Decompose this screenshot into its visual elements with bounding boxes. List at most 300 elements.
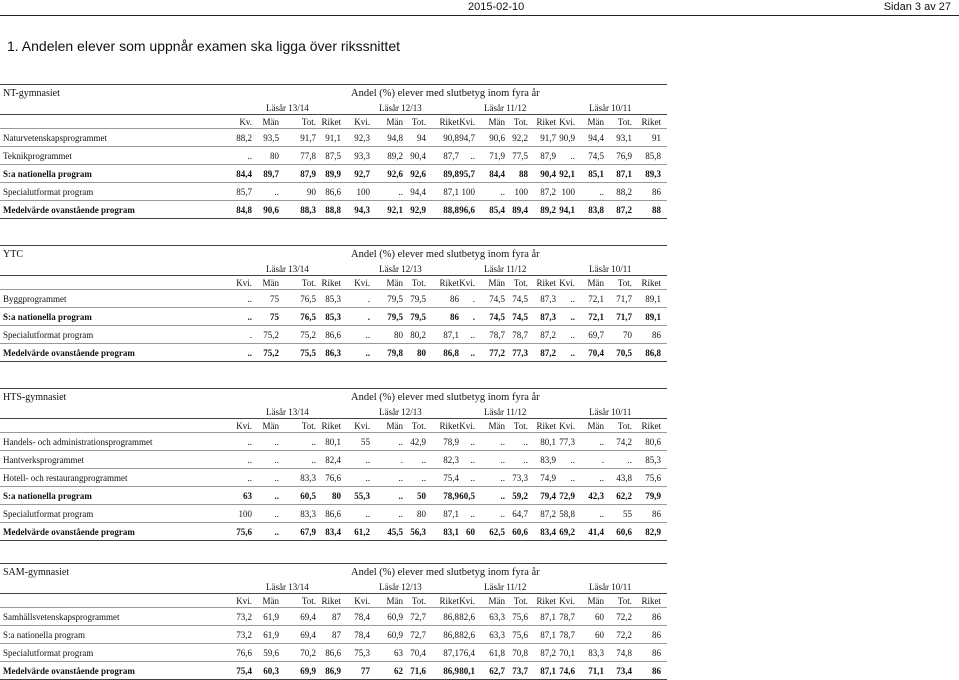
table-cell: ..	[398, 437, 403, 447]
year-label: Läsår 12/13	[379, 264, 422, 274]
table-cell: 74,8	[616, 648, 632, 658]
table-cell: 61,9	[263, 612, 279, 622]
table-cell: ..	[247, 312, 252, 322]
table-cell: 86,6	[325, 648, 341, 658]
table-cell: ..	[274, 527, 279, 537]
table-cell: 70,5	[616, 348, 632, 358]
table-cell: 69,9	[300, 666, 316, 676]
table-cell: ..	[470, 509, 475, 519]
table-row	[0, 625, 667, 643]
page-title: 1. Andelen elever som uppnår examen ska ligga över rikssnittet	[7, 38, 400, 54]
table-cell: 87,1	[616, 169, 632, 179]
column-header: Kvi.	[354, 421, 370, 431]
table-cell: 60,9	[387, 630, 403, 640]
column-header: Riket	[536, 421, 556, 431]
table-cell: ..	[500, 509, 505, 519]
table-cell: 45,5	[387, 527, 403, 537]
table-cell: .	[249, 330, 252, 340]
table-cell: ..	[627, 455, 632, 465]
table-cell: 75,6	[512, 612, 528, 622]
table-cell: 86	[652, 330, 661, 340]
table-cell: 78,7	[489, 330, 505, 340]
table-cell: 85,8	[645, 151, 661, 161]
table-cell: 94,1	[559, 205, 575, 215]
table-cell: 73,3	[512, 473, 528, 483]
table-cell: 78,9	[443, 491, 459, 501]
table-cell: 80	[270, 151, 279, 161]
year-header-row	[0, 262, 667, 275]
table-cell: 86,9	[443, 666, 459, 676]
table-cell: 80,1	[540, 437, 556, 447]
column-header: Tot.	[301, 278, 316, 288]
table-cell: ..	[365, 455, 370, 465]
table-cell: 77,3	[559, 437, 575, 447]
table-cell: ..	[247, 294, 252, 304]
table-cell: 83,3	[588, 648, 604, 658]
table-cell: 75	[270, 294, 279, 304]
table-cell: ..	[274, 187, 279, 197]
row-label: Hantverksprogrammet	[3, 455, 84, 465]
table-cell: 75,2	[300, 330, 316, 340]
table-cell: 74,5	[489, 294, 505, 304]
table-cell: 76,4	[459, 648, 475, 658]
table-cell: 72,2	[616, 612, 632, 622]
table-cell: 70,4	[410, 648, 426, 658]
column-header: Kvi.	[354, 278, 370, 288]
table-cell: 60	[595, 630, 604, 640]
table-cell: 71,1	[588, 666, 604, 676]
table-cell: 86,9	[325, 666, 341, 676]
section-header	[0, 388, 667, 405]
table-cell: 92,9	[410, 205, 426, 215]
table-cell: 87,1	[443, 648, 459, 658]
year-label: Läsår 11/12	[484, 103, 527, 113]
table-cell: 89,3	[645, 169, 661, 179]
column-header: Riket	[321, 421, 341, 431]
table-row	[0, 522, 667, 541]
table-cell: ..	[470, 473, 475, 483]
column-header: Tot.	[513, 596, 528, 606]
column-header: Tot.	[513, 117, 528, 127]
table-cell: 75,6	[645, 473, 661, 483]
table-cell: 87,7	[443, 151, 459, 161]
row-label: Specialutformat program	[3, 509, 94, 519]
table-cell: 70,4	[588, 348, 604, 358]
table-row	[0, 325, 667, 343]
table-cell: .	[472, 312, 475, 322]
table-cell: 95,7	[459, 169, 475, 179]
table-cell: 89,7	[263, 169, 279, 179]
table-cell: 91,1	[325, 133, 341, 143]
table-cell: 83,8	[588, 205, 604, 215]
table-cell: 79,8	[387, 348, 403, 358]
column-header: Kvi.	[459, 117, 475, 127]
table-cell: ..	[599, 473, 604, 483]
column-header: Män	[488, 117, 505, 127]
year-label: Läsår 11/12	[484, 582, 527, 592]
row-label: Specialutformat program	[3, 330, 94, 340]
table-cell: 92,1	[559, 169, 575, 179]
table-cell: 67,9	[300, 527, 316, 537]
table-cell: 80	[332, 491, 341, 501]
table-cell: 87,1	[443, 330, 459, 340]
table-cell: 94,4	[410, 187, 426, 197]
column-header: Kvi.	[236, 596, 252, 606]
column-header: Riket	[641, 421, 661, 431]
table-cell: 84,8	[236, 205, 252, 215]
table-cell: 87,3	[540, 294, 556, 304]
header-date: 2015-02-10	[468, 1, 525, 13]
table-cell: 72,2	[616, 630, 632, 640]
column-header: Tot.	[301, 117, 316, 127]
table-cell: 88,3	[300, 205, 316, 215]
section-heading: Andel (%) elever med slutbetyg inom fyra år	[351, 392, 540, 403]
table-cell: 94,4	[588, 133, 604, 143]
column-header: Tot.	[513, 278, 528, 288]
table-cell: 87,2	[540, 330, 556, 340]
table-cell: 74,5	[512, 312, 528, 322]
table-cell: 83,4	[325, 527, 341, 537]
row-label: Naturvetenskapsprogrammet	[3, 133, 107, 143]
table-cell: ..	[421, 473, 426, 483]
column-header: Tot.	[411, 421, 426, 431]
table-cell: 90,6	[263, 205, 279, 215]
table-cell: 75,4	[236, 666, 252, 676]
table-cell: 72,1	[588, 294, 604, 304]
table-cell: ..	[365, 509, 370, 519]
column-header: Män	[587, 278, 604, 288]
table-cell: 86	[652, 187, 661, 197]
column-header: Kvi.	[236, 421, 252, 431]
table-cell: ..	[274, 491, 279, 501]
table-cell: ..	[421, 455, 426, 465]
table-cell: 86	[450, 294, 459, 304]
table-row	[0, 307, 667, 325]
row-label: Specialutformat program	[3, 648, 94, 658]
table-cell: 88,2	[236, 133, 252, 143]
row-label: Samhällsvetenskapsprogrammet	[3, 612, 120, 622]
table-cell: 75,2	[263, 330, 279, 340]
table-cell: 79,9	[645, 491, 661, 501]
table-cell: 77	[361, 666, 370, 676]
section-heading: Andel (%) elever med slutbetyg inom fyra år	[351, 567, 540, 578]
table-cell: ..	[470, 348, 475, 358]
year-label: Läsår 13/14	[266, 103, 309, 113]
table-row	[0, 432, 667, 450]
table-cell: 55,3	[354, 491, 370, 501]
column-header: Riket	[641, 117, 661, 127]
table-cell: 79,5	[387, 312, 403, 322]
year-header-row	[0, 580, 667, 593]
table-cell: 82,6	[459, 630, 475, 640]
table-cell: ..	[398, 491, 403, 501]
table-cell: ..	[570, 330, 575, 340]
table-cell: 90	[307, 187, 316, 197]
column-header: Kvi.	[459, 278, 475, 288]
table-cell: 76,6	[325, 473, 341, 483]
table-cell: 74,5	[489, 312, 505, 322]
table-cell: 60	[466, 527, 475, 537]
table-cell: .	[472, 294, 475, 304]
column-header-row	[0, 275, 667, 289]
column-header: Män	[587, 421, 604, 431]
table-cell: ..	[247, 348, 252, 358]
year-label: Läsår 11/12	[484, 264, 527, 274]
table-cell: 72,7	[410, 612, 426, 622]
table-cell: 83,1	[443, 527, 459, 537]
table-cell: ..	[398, 509, 403, 519]
table-cell: 92,1	[387, 205, 403, 215]
column-header-row	[0, 114, 667, 128]
table-cell: 79,5	[410, 312, 426, 322]
column-header: Riket	[641, 596, 661, 606]
table-cell: 61,8	[489, 648, 505, 658]
column-header: Kvi.	[559, 278, 575, 288]
column-header: Tot.	[617, 596, 632, 606]
table-cell: .	[601, 455, 604, 465]
table-cell: 76,9	[616, 151, 632, 161]
column-header: Kvi.	[459, 421, 475, 431]
table-cell: 92,6	[387, 169, 403, 179]
table-cell: 86	[652, 630, 661, 640]
table-cell: 93,5	[263, 133, 279, 143]
table-cell: 87,1	[443, 509, 459, 519]
table-cell: ..	[274, 509, 279, 519]
table-cell: ..	[570, 312, 575, 322]
column-header: Kvi.	[559, 117, 575, 127]
table-cell: 100	[238, 509, 252, 519]
section-heading: Andel (%) elever med slutbetyg inom fyra år	[351, 88, 540, 99]
column-header: Riket	[321, 117, 341, 127]
table-cell: 86,8	[443, 630, 459, 640]
column-header: Riket	[536, 117, 556, 127]
table-cell: 100	[356, 187, 370, 197]
table-cell: 60	[595, 612, 604, 622]
section-header	[0, 563, 667, 580]
table-cell: 86,6	[325, 509, 341, 519]
table-cell: 59,2	[512, 491, 528, 501]
page-number: Sidan 3 av 27	[883, 1, 951, 13]
table-cell: 63,3	[489, 612, 505, 622]
table-cell: 76,5	[300, 312, 316, 322]
table-cell: 89,2	[540, 205, 556, 215]
table-cell: 90,8	[443, 133, 459, 143]
table-cell: 80	[417, 509, 426, 519]
table-cell: 87,1	[540, 630, 556, 640]
table-cell: 92,7	[354, 169, 370, 179]
row-label: Medelvärde ovanstående program	[3, 527, 135, 537]
table-cell: 90,4	[410, 151, 426, 161]
row-label: Hotell- och restaurangprogrammet	[3, 473, 128, 483]
table-cell: 75	[270, 312, 279, 322]
table-cell: 82,9	[645, 527, 661, 537]
table-cell: 88,8	[325, 205, 341, 215]
table-cell: 61,9	[263, 630, 279, 640]
row-label: Medelvärde ovanstående program	[3, 348, 135, 358]
table-cell: 60,5	[459, 491, 475, 501]
table-row	[0, 486, 667, 504]
table-cell: 91	[652, 133, 661, 143]
table-cell: 87,2	[616, 205, 632, 215]
table-row	[0, 643, 667, 661]
table-cell: 61,2	[354, 527, 370, 537]
table-cell: 74,2	[616, 437, 632, 447]
table-cell: 79,4	[540, 491, 556, 501]
table-cell: 93,1	[616, 133, 632, 143]
table-cell: ..	[311, 455, 316, 465]
table-cell: 62,5	[489, 527, 505, 537]
table-cell: 75,2	[263, 348, 279, 358]
table-cell: 100	[561, 187, 575, 197]
section-name: HTS-gymnasiet	[3, 392, 67, 403]
table-row	[0, 128, 667, 146]
column-header: Män	[386, 117, 403, 127]
table-cell: 87,1	[443, 187, 459, 197]
table-cell: ..	[470, 151, 475, 161]
table-cell: 69,2	[559, 527, 575, 537]
table-cell: 41,4	[588, 527, 604, 537]
table-cell: 42,9	[410, 437, 426, 447]
table-cell: 78,4	[354, 612, 370, 622]
table-row	[0, 146, 667, 164]
table-cell: ..	[500, 455, 505, 465]
table-cell: 89,2	[387, 151, 403, 161]
table-cell: 43,8	[616, 473, 632, 483]
table-cell: 69,7	[588, 330, 604, 340]
table-cell: 100	[461, 187, 475, 197]
table-cell: 87	[332, 630, 341, 640]
row-label: S:a nationella program	[3, 312, 92, 322]
table-cell: 80,6	[645, 437, 661, 447]
table-cell: 93,3	[354, 151, 370, 161]
table-cell: ..	[570, 348, 575, 358]
table-cell: ..	[365, 473, 370, 483]
year-label: Läsår 12/13	[379, 582, 422, 592]
column-header: Män	[386, 596, 403, 606]
table-cell: 86	[652, 666, 661, 676]
table-cell: ..	[570, 294, 575, 304]
table-cell: 83,3	[300, 473, 316, 483]
column-header: Män	[262, 278, 279, 288]
table-cell: 88,2	[616, 187, 632, 197]
table-cell: 76,6	[236, 648, 252, 658]
column-header: Riket	[439, 421, 459, 431]
table-row	[0, 607, 667, 625]
column-header: Tot.	[513, 421, 528, 431]
section-name: YTC	[3, 249, 23, 260]
table-cell: 70,8	[512, 648, 528, 658]
table-cell: 88	[652, 205, 661, 215]
table-cell: 87,1	[540, 612, 556, 622]
table-cell: 55	[623, 509, 632, 519]
column-header-row	[0, 593, 667, 607]
table-cell: 62	[394, 666, 403, 676]
column-header: Riket	[439, 278, 459, 288]
table-cell: 85,7	[236, 187, 252, 197]
year-header-row	[0, 405, 667, 418]
table-row	[0, 343, 667, 362]
table-row	[0, 289, 667, 307]
table-cell: 80,1	[459, 666, 475, 676]
section-heading: Andel (%) elever med slutbetyg inom fyra år	[351, 249, 540, 260]
table-cell: 91,7	[540, 133, 556, 143]
table-cell: 74,5	[588, 151, 604, 161]
table-row	[0, 182, 667, 200]
table-cell: 75,3	[354, 648, 370, 658]
table-cell: 71,6	[410, 666, 426, 676]
year-label: Läsår 13/14	[266, 407, 309, 417]
table-cell: ..	[500, 187, 505, 197]
table-cell: 77,5	[512, 151, 528, 161]
column-header: Tot.	[301, 421, 316, 431]
table-cell: 89,8	[443, 169, 459, 179]
column-header: Tot.	[411, 117, 426, 127]
table-cell: 94	[417, 133, 426, 143]
table-cell: 50	[417, 491, 426, 501]
year-label: Läsår 13/14	[266, 582, 309, 592]
table-cell: ..	[247, 151, 252, 161]
table-cell: 56,3	[410, 527, 426, 537]
table-cell: ..	[274, 455, 279, 465]
row-label: Teknikprogrammet	[3, 151, 72, 161]
table-cell: 69,4	[300, 612, 316, 622]
table-cell: 74,9	[540, 473, 556, 483]
table-cell: 79,5	[387, 294, 403, 304]
year-label: Läsår 12/13	[379, 407, 422, 417]
table-cell: .	[367, 294, 370, 304]
table-cell: .	[367, 312, 370, 322]
table-cell: ..	[523, 455, 528, 465]
table-cell: 71,9	[489, 151, 505, 161]
table-cell: ..	[500, 437, 505, 447]
year-label: Läsår 12/13	[379, 103, 422, 113]
table-cell: 60,9	[387, 612, 403, 622]
table-cell: 70,1	[559, 648, 575, 658]
column-header: Tot.	[617, 117, 632, 127]
table-cell: 78,7	[559, 630, 575, 640]
table-row	[0, 164, 667, 182]
column-header: Män	[262, 117, 279, 127]
table-cell: 82,6	[459, 612, 475, 622]
table-cell: 87,2	[540, 648, 556, 658]
column-header: Kvi.	[354, 117, 370, 127]
column-header-row	[0, 418, 667, 432]
table-cell: 86,8	[443, 348, 459, 358]
column-header: Tot.	[411, 278, 426, 288]
column-header: Kv.	[239, 117, 252, 127]
table-cell: 78,7	[559, 612, 575, 622]
table-cell: 84,4	[489, 169, 505, 179]
column-header: Riket	[321, 596, 341, 606]
table-cell: ..	[311, 437, 316, 447]
table-cell: 89,1	[645, 312, 661, 322]
page-header	[0, 0, 959, 14]
column-header: Riket	[536, 596, 556, 606]
row-label: S:a nationella program	[3, 491, 92, 501]
table-cell: ..	[470, 437, 475, 447]
row-label: Medelvärde ovanstående program	[3, 205, 135, 215]
table-row	[0, 504, 667, 522]
column-header: Kvi.	[559, 596, 575, 606]
table-cell: 74,6	[559, 666, 575, 676]
table-cell: 69,4	[300, 630, 316, 640]
table-cell: 42,3	[588, 491, 604, 501]
table-cell: 100	[514, 187, 528, 197]
table-cell: ..	[247, 473, 252, 483]
column-header: Män	[262, 596, 279, 606]
table-cell: ..	[398, 187, 403, 197]
table-cell: 86	[652, 509, 661, 519]
